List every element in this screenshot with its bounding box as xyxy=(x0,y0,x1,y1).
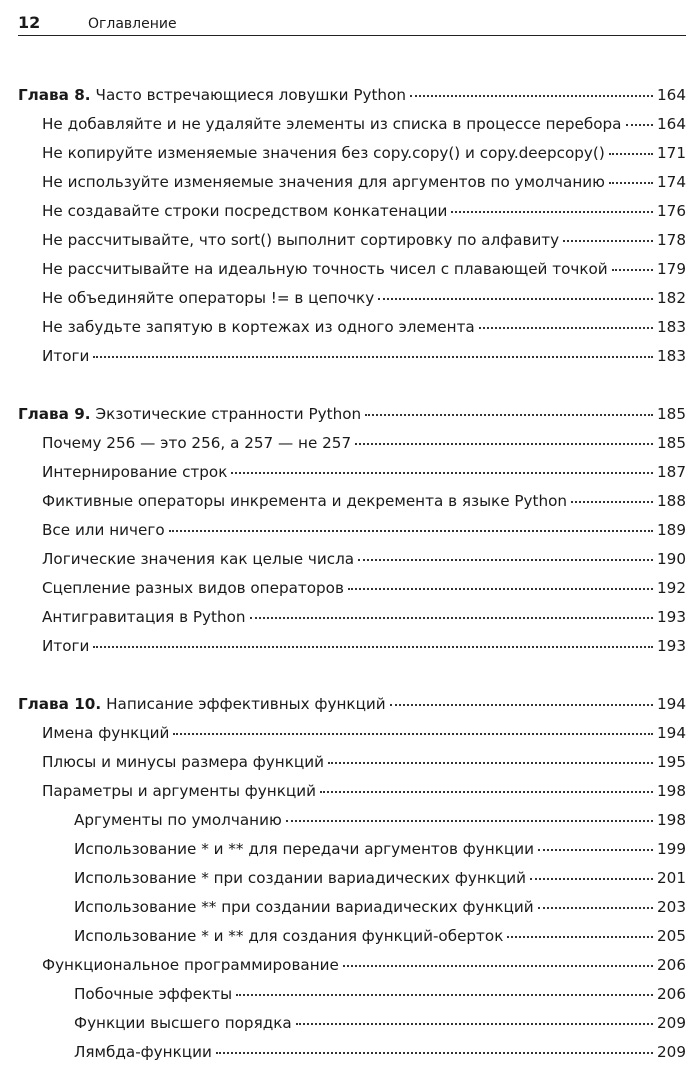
chapter-title-wrap xyxy=(18,405,361,423)
toc-section-row xyxy=(18,463,686,492)
dot-leader xyxy=(93,356,653,358)
page-reference: 193 xyxy=(657,637,686,655)
toc-section-row xyxy=(18,724,686,753)
toc-section-row xyxy=(18,231,686,260)
dot-leader xyxy=(571,501,653,503)
dot-leader xyxy=(296,1023,653,1025)
page-reference: 205 xyxy=(657,927,686,945)
page-reference: 198 xyxy=(657,811,686,829)
section-title: Антигравитация в Python xyxy=(42,608,246,626)
chapter-title: Написание эффективных функций xyxy=(106,695,386,713)
section-title: Не забудьте запятую в кортежах из одного элемента xyxy=(42,318,475,336)
dot-leader xyxy=(231,472,653,474)
page-reference: 209 xyxy=(657,1014,686,1032)
dot-leader xyxy=(451,211,653,213)
toc-section-row xyxy=(18,492,686,521)
dot-leader xyxy=(563,240,653,242)
chapter-label: Глава 9. xyxy=(18,405,91,423)
section-title: Все или ничего xyxy=(42,521,165,539)
toc-subsection-row xyxy=(18,811,686,840)
section-title: Аргументы по умолчанию xyxy=(74,811,282,829)
toc-chapter-row xyxy=(18,86,686,115)
section-title: Не создавайте строки посредством конкатенации xyxy=(42,202,448,220)
section-title: Не копируйте изменяемые значения без copy.copy() и copy.deepcopy() xyxy=(42,144,605,162)
page-reference: 209 xyxy=(657,1043,686,1061)
section-title: Не рассчитывайте, что sort() выполнит сортировку по алфавиту xyxy=(42,231,560,249)
section-title: Логические значения как целые числа xyxy=(42,550,355,568)
section-title: Итоги xyxy=(42,637,90,655)
toc-subsection-row xyxy=(18,869,686,898)
page-reference: 164 xyxy=(657,115,686,133)
toc-section-row xyxy=(18,144,686,173)
dot-leader xyxy=(216,1052,653,1054)
chapter-spacer xyxy=(18,376,686,405)
toc-section-row xyxy=(18,318,686,347)
section-title: Использование ** при создании вариадических функций xyxy=(74,898,534,916)
page-reference: 199 xyxy=(657,840,686,858)
section-title: Не рассчитывайте на идеальную точность чисел с плавающей точкой xyxy=(42,260,608,278)
page-reference: 188 xyxy=(657,492,686,510)
dot-leader xyxy=(507,936,653,938)
dot-leader xyxy=(320,791,653,793)
section-title: Итоги xyxy=(42,347,90,365)
toc-subsection-row xyxy=(18,927,686,956)
dot-leader xyxy=(348,588,653,590)
dot-leader xyxy=(355,443,653,445)
toc-subsection-row xyxy=(18,1043,686,1072)
toc-section-row xyxy=(18,550,686,579)
section-title: Использование * и ** для создания функций-оберток xyxy=(74,927,504,945)
chapter-label: Глава 8. xyxy=(18,86,91,104)
toc-section-row xyxy=(18,579,686,608)
toc-section-row xyxy=(18,753,686,782)
page-reference: 190 xyxy=(657,550,686,568)
section-title: Лямбда-функции xyxy=(74,1043,212,1061)
toc-subsection-row xyxy=(18,898,686,927)
section-title: Не используйте изменяемые значения для аргументов по умолчанию xyxy=(42,173,605,191)
page-reference: 193 xyxy=(657,608,686,626)
section-title: Не добавляйте и не удаляйте элементы из списка в процессе перебора xyxy=(42,115,622,133)
toc-subsection-row xyxy=(18,840,686,869)
toc-chapter-row xyxy=(18,405,686,434)
toc-section-row xyxy=(18,956,686,985)
page-reference: 183 xyxy=(657,318,686,336)
dot-leader xyxy=(328,762,653,764)
section-title: Плюсы и минусы размера функций xyxy=(42,753,324,771)
section-title: Почему 256 — это 256, а 257 — не 257 xyxy=(42,434,352,452)
chapter-title: Часто встречающиеся ловушки Python xyxy=(95,86,406,104)
chapter-title-wrap xyxy=(18,695,386,713)
toc-section-row xyxy=(18,260,686,289)
page-reference: 201 xyxy=(657,869,686,887)
dot-leader xyxy=(390,704,653,706)
chapter-title-wrap xyxy=(18,86,406,104)
page-reference: 164 xyxy=(657,86,686,104)
toc-section-row xyxy=(18,434,686,463)
chapter-spacer xyxy=(18,666,686,695)
page-reference: 176 xyxy=(657,202,686,220)
section-title: Интернирование строк xyxy=(42,463,228,481)
page-reference: 171 xyxy=(657,144,686,162)
page-reference: 194 xyxy=(657,695,686,713)
header-title: Оглавление xyxy=(88,16,177,32)
page-reference: 195 xyxy=(657,753,686,771)
page-reference: 187 xyxy=(657,463,686,481)
section-title: Фиктивные операторы инкремента и декремента в языке Python xyxy=(42,492,568,510)
page-reference: 189 xyxy=(657,521,686,539)
section-title: Не объединяйте операторы != в цепочку xyxy=(42,289,375,307)
section-title: Функции высшего порядка xyxy=(74,1014,292,1032)
toc-section-row xyxy=(18,347,686,376)
page-reference: 185 xyxy=(657,405,686,423)
toc-section-row xyxy=(18,289,686,318)
toc-section-row xyxy=(18,637,686,666)
dot-leader xyxy=(609,182,653,184)
toc-section-row xyxy=(18,202,686,231)
dot-leader xyxy=(626,124,654,126)
toc-section-row xyxy=(18,173,686,202)
page-number: 12 xyxy=(18,13,41,32)
section-title: Побочные эффекты xyxy=(74,985,233,1003)
page-reference: 182 xyxy=(657,289,686,307)
page-reference: 183 xyxy=(657,347,686,365)
toc-section-row xyxy=(18,115,686,144)
dot-leader xyxy=(250,617,653,619)
page-reference: 179 xyxy=(657,260,686,278)
chapter-label: Глава 10. xyxy=(18,695,102,713)
dot-leader xyxy=(530,878,653,880)
section-title: Использование * и ** для передачи аргументов функции xyxy=(74,840,534,858)
dot-leader xyxy=(93,646,653,648)
toc-section-row xyxy=(18,521,686,550)
chapter-title: Экзотические странности Python xyxy=(95,405,362,423)
running-header xyxy=(18,8,686,36)
section-title: Имена функций xyxy=(42,724,170,742)
table-of-contents xyxy=(18,86,686,1072)
toc-subsection-row xyxy=(18,1014,686,1043)
page-reference: 185 xyxy=(657,434,686,452)
dot-leader xyxy=(358,559,653,561)
dot-leader xyxy=(169,530,653,532)
page-reference: 194 xyxy=(657,724,686,742)
toc-subsection-row xyxy=(18,985,686,1014)
dot-leader xyxy=(609,153,653,155)
dot-leader xyxy=(378,298,653,300)
section-title: Сцепление разных видов операторов xyxy=(42,579,344,597)
dot-leader xyxy=(173,733,653,735)
page-reference: 203 xyxy=(657,898,686,916)
dot-leader xyxy=(538,849,653,851)
dot-leader xyxy=(612,269,653,271)
section-title: Использование * при создании вариадических функций xyxy=(74,869,527,887)
dot-leader xyxy=(343,965,653,967)
page-reference: 174 xyxy=(657,173,686,191)
page-reference: 192 xyxy=(657,579,686,597)
page-reference: 178 xyxy=(657,231,686,249)
page-reference: 206 xyxy=(657,985,686,1003)
dot-leader xyxy=(365,414,653,416)
page-reference: 198 xyxy=(657,782,686,800)
section-title: Функциональное программирование xyxy=(42,956,339,974)
dot-leader xyxy=(410,95,653,97)
dot-leader xyxy=(538,907,653,909)
toc-section-row xyxy=(18,782,686,811)
dot-leader xyxy=(286,820,653,822)
dot-leader xyxy=(236,994,653,996)
toc-chapter-row xyxy=(18,695,686,724)
section-title: Параметры и аргументы функций xyxy=(42,782,316,800)
page-reference: 206 xyxy=(657,956,686,974)
toc-section-row xyxy=(18,608,686,637)
dot-leader xyxy=(479,327,653,329)
